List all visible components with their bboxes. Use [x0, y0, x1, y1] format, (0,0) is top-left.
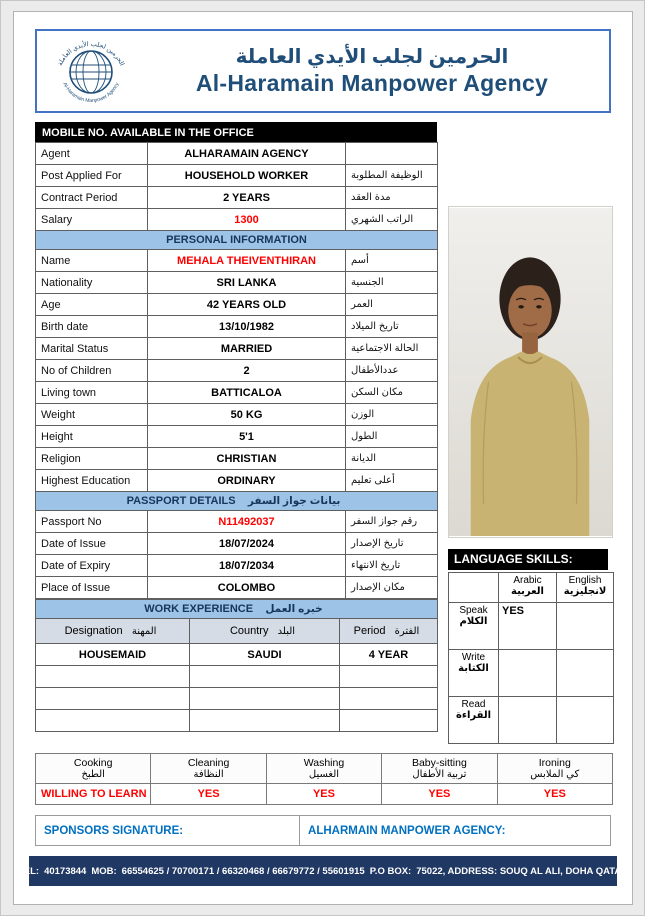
passport-title-ar: بيانات جواز السفر [247, 495, 341, 507]
skill-col-cleaning: Cleaning النظافة [151, 754, 266, 784]
globe-icon [47, 34, 135, 108]
work-country: SAUDI [190, 644, 340, 666]
language-header-row [449, 573, 614, 603]
field-label: Passport No [36, 511, 148, 533]
field-value: 2 YEARS [148, 187, 346, 209]
pobox-address: 75022, ADDRESS: SOUQ AL ALI, DOHA QATAR [416, 865, 629, 877]
field-value: N11492037 [148, 511, 346, 533]
language-row-label: Read القراءة [449, 697, 499, 744]
agency-title-arabic: الحرمين لجلب الأيدي العاملة [235, 46, 509, 68]
main-content [35, 122, 611, 744]
work-row [36, 644, 438, 666]
section-header-personal: PERSONAL INFORMATION [36, 231, 438, 250]
field-value: 18/07/2024 [148, 533, 346, 555]
agency-signature-label: ALHARMAIN MANPOWER AGENCY: [308, 824, 506, 837]
field-value: 13/10/1982 [148, 316, 346, 338]
applicant-info-table [35, 142, 438, 599]
skill-col-babysitting: Baby-sitting تربية الأطفال [382, 754, 497, 784]
work-period: 4 YEAR [340, 644, 438, 666]
skill-value-cleaning: YES [151, 784, 266, 805]
table-row-religion [36, 448, 438, 470]
field-label: Name [36, 250, 148, 272]
field-label-arabic: الراتب الشهري [346, 209, 438, 231]
language-value-english [557, 650, 614, 697]
language-skills-table [448, 572, 614, 744]
field-label: Religion [36, 448, 148, 470]
field-value: ORDINARY [148, 470, 346, 492]
tel-number: 40173844 [44, 865, 87, 877]
table-row-issue-date [36, 533, 438, 555]
section-header-work [36, 600, 438, 619]
household-skills-table [35, 753, 613, 805]
field-value: 1300 [148, 209, 346, 231]
agency-header [35, 29, 611, 113]
table-row-name [36, 250, 438, 272]
skills-value-row [36, 784, 613, 805]
skill-col-cooking: Cooking الطبخ [36, 754, 151, 784]
logo-arc-text-arabic: الحرمين لجلب الأيدي العاملة [56, 40, 126, 67]
table-row-salary [36, 209, 438, 231]
logo-arc-text-english: Al-Haramain Manpower Agency [61, 81, 121, 105]
mobile-availability-banner: MOBILE NO. AVAILABLE IN THE OFFICE [35, 122, 437, 142]
field-label-arabic [346, 143, 438, 165]
field-label: Height [36, 426, 148, 448]
language-row-speak [449, 603, 614, 650]
pobox-label: P.O BOX: [369, 865, 412, 877]
table-row-passport-no [36, 511, 438, 533]
field-value: MEHALA THEIVENTHIRAN [148, 250, 346, 272]
field-label-arabic: الديانة [346, 448, 438, 470]
skill-value-ironing: YES [497, 784, 612, 805]
skill-col-washing: Washing الغسيل [266, 754, 381, 784]
field-label: No of Children [36, 360, 148, 382]
field-value: 18/07/2034 [148, 555, 346, 577]
table-row-issue-place [36, 577, 438, 599]
agency-titles [143, 45, 601, 97]
field-label: Age [36, 294, 148, 316]
field-value: HOUSEHOLD WORKER [148, 165, 346, 187]
table-row-post [36, 165, 438, 187]
table-row-birthdate [36, 316, 438, 338]
language-value-english [557, 697, 614, 744]
details-column [35, 122, 437, 744]
agency-logo [45, 34, 137, 108]
field-label-arabic: الوظيفة المطلوبة [346, 165, 438, 187]
language-value-arabic [499, 650, 557, 697]
field-label-arabic: الحالة الاجتماعية [346, 338, 438, 360]
language-value-arabic: YES [499, 603, 557, 650]
field-value: 2 [148, 360, 346, 382]
field-label-arabic: الجنسية [346, 272, 438, 294]
field-value: ALHARAMAIN AGENCY [148, 143, 346, 165]
field-label: Highest Education [36, 470, 148, 492]
field-label: Place of Issue [36, 577, 148, 599]
field-label: Living town [36, 382, 148, 404]
work-experience-table [35, 599, 438, 732]
field-value: SRI LANKA [148, 272, 346, 294]
work-col-country: Country البلد [190, 619, 340, 644]
language-skills-title: LANGUAGE SKILLS: [448, 549, 608, 570]
sponsor-signature-label: SPONSORS SIGNATURE: [36, 816, 300, 845]
field-label: Date of Issue [36, 533, 148, 555]
photo-column [448, 122, 614, 744]
field-label-arabic: الوزن [346, 404, 438, 426]
mob-numbers: 66554625 / 70700171 / 66320468 / 66679772 / 55601915 [121, 865, 365, 877]
language-col-english: English لانجليزية [557, 573, 614, 603]
field-label: Contract Period [36, 187, 148, 209]
field-label: Post Applied For [36, 165, 148, 187]
language-row-read [449, 697, 614, 744]
field-label: Date of Expiry [36, 555, 148, 577]
work-col-designation: Designation المهنة [36, 619, 190, 644]
cv-page [13, 11, 633, 905]
field-label-arabic: تاريخ الميلاد [346, 316, 438, 338]
table-row-marital [36, 338, 438, 360]
table-row-age [36, 294, 438, 316]
candidate-photo-placeholder [449, 207, 612, 537]
field-value: 50 KG [148, 404, 346, 426]
section-header-passport [36, 492, 438, 511]
field-value: MARRIED [148, 338, 346, 360]
work-row-empty [36, 666, 438, 688]
signature-section [35, 815, 611, 846]
field-label: Nationality [36, 272, 148, 294]
table-row-education [36, 470, 438, 492]
table-row-contract [36, 187, 438, 209]
field-label-arabic: العمر [346, 294, 438, 316]
candidate-photo [448, 206, 613, 538]
language-corner-cell [449, 573, 499, 603]
agency-title-english: Al-Haramain Manpower Agency [195, 70, 549, 96]
skill-col-ironing: Ironing كي الملابس [497, 754, 612, 784]
work-row-empty [36, 710, 438, 732]
skill-value-cooking: WILLING TO LEARN [36, 784, 151, 805]
field-value: 42 YEARS OLD [148, 294, 346, 316]
work-title-ar: خبره العمل [265, 603, 323, 615]
field-label-arabic: الطول [346, 426, 438, 448]
field-value: 5'1 [148, 426, 346, 448]
mob-label: MOB: [91, 865, 117, 877]
field-label-arabic: تاريخ الإصدار [346, 533, 438, 555]
field-label: Agent [36, 143, 148, 165]
field-label-arabic: أسم [346, 250, 438, 272]
table-row-expiry-date [36, 555, 438, 577]
passport-title-en: PASSPORT DETAILS [126, 495, 236, 507]
table-row-weight [36, 404, 438, 426]
table-row-children [36, 360, 438, 382]
skill-value-babysitting: YES [382, 784, 497, 805]
tel-label: TEL: [17, 865, 40, 877]
field-value: CHRISTIAN [148, 448, 346, 470]
table-row-nationality [36, 272, 438, 294]
language-value-english [557, 603, 614, 650]
field-label: Salary [36, 209, 148, 231]
work-col-period: Period الفترة [340, 619, 438, 644]
field-value: COLOMBO [148, 577, 346, 599]
field-label: Birth date [36, 316, 148, 338]
field-label-arabic: تاريخ الانتهاء [346, 555, 438, 577]
skills-header-row [36, 754, 613, 784]
svg-text:الحرمين لجلب الأيدي العاملة [57, 39, 126, 67]
field-label-arabic: مكان الإصدار [346, 577, 438, 599]
contact-footer [17, 856, 629, 886]
table-row-height [36, 426, 438, 448]
table-row-agent [36, 143, 438, 165]
skill-value-washing: YES [266, 784, 381, 805]
table-row-town [36, 382, 438, 404]
language-value-arabic [499, 697, 557, 744]
language-col-arabic: Arabic العربية [499, 573, 557, 603]
field-value: BATTICALOA [148, 382, 346, 404]
field-label-arabic: أعلى تعليم [346, 470, 438, 492]
field-label: Marital Status [36, 338, 148, 360]
work-title-en: WORK EXPERIENCE [144, 603, 254, 615]
language-row-write [449, 650, 614, 697]
field-label-arabic: رقم جواز السفر [346, 511, 438, 533]
field-label-arabic: مكان السكن [346, 382, 438, 404]
work-designation: HOUSEMAID [36, 644, 190, 666]
field-label: Weight [36, 404, 148, 426]
language-row-label: Write الكتابة [449, 650, 499, 697]
field-label-arabic: عددالأطفال [346, 360, 438, 382]
work-row-empty [36, 688, 438, 710]
work-header-row [36, 619, 438, 644]
language-row-label: Speak الكلام [449, 603, 499, 650]
field-label-arabic: مدة العقد [346, 187, 438, 209]
